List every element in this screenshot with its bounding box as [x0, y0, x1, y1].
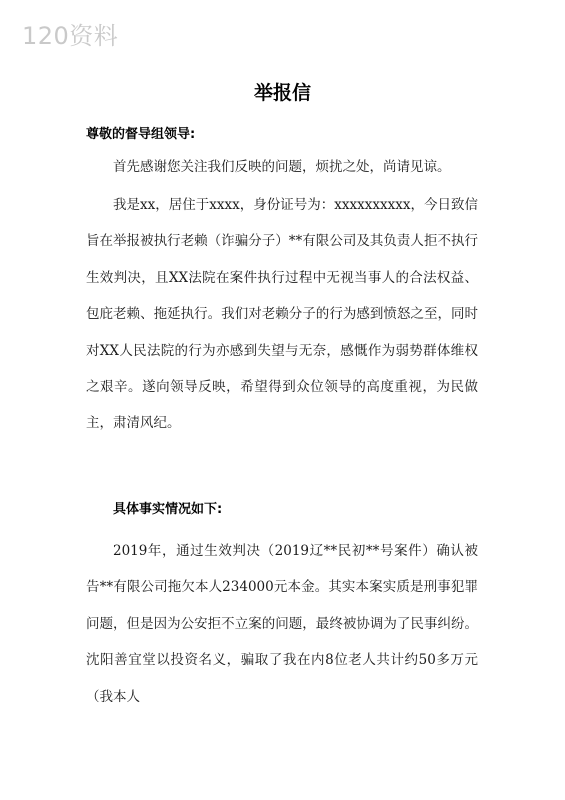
paragraph-facts: 2019年，通过生效判决（2019辽**民初**号案件）确认被告**有限公司拖欠本人234000元本金。其实本案实质是刑事犯罪问题，但是因为公安拒不立案的问题，最终被协调为了民事纠纷。沈阳善宜堂以投资名义，骗取了我在内8位老人共计约50多万元（我本人 [86, 543, 478, 705]
paragraph-complaint: 我是xx，居住于xxxx，身份证号为：xxxxxxxxxx，今日致信旨在举报被执行老赖（诈骗分子）**有限公司及其负责人拒不执行生效判决，且XX法院在案件执行过程中无视当事人的合法权益、包庇老赖、拖延执行。我们对老赖分子的行为感到愤怒之至，同时对XX人民法院的行为亦感到失望与无奈，感慨作为弱势群体维权之艰辛。遂向领导反映，希望得到众位领导的高度重视，为民做主，肃清风纪。 [86, 197, 478, 432]
watermark: 120资料 [22, 22, 119, 50]
paragraph-intro: 首先感谢您关注我们反映的问题，烦扰之处，尚请见谅。 [113, 159, 451, 175]
section-heading: 具体事实情况如下: [113, 502, 223, 517]
salutation: 尊敬的督导组领导: [86, 127, 196, 142]
letter-title: 举报信 [253, 82, 311, 104]
